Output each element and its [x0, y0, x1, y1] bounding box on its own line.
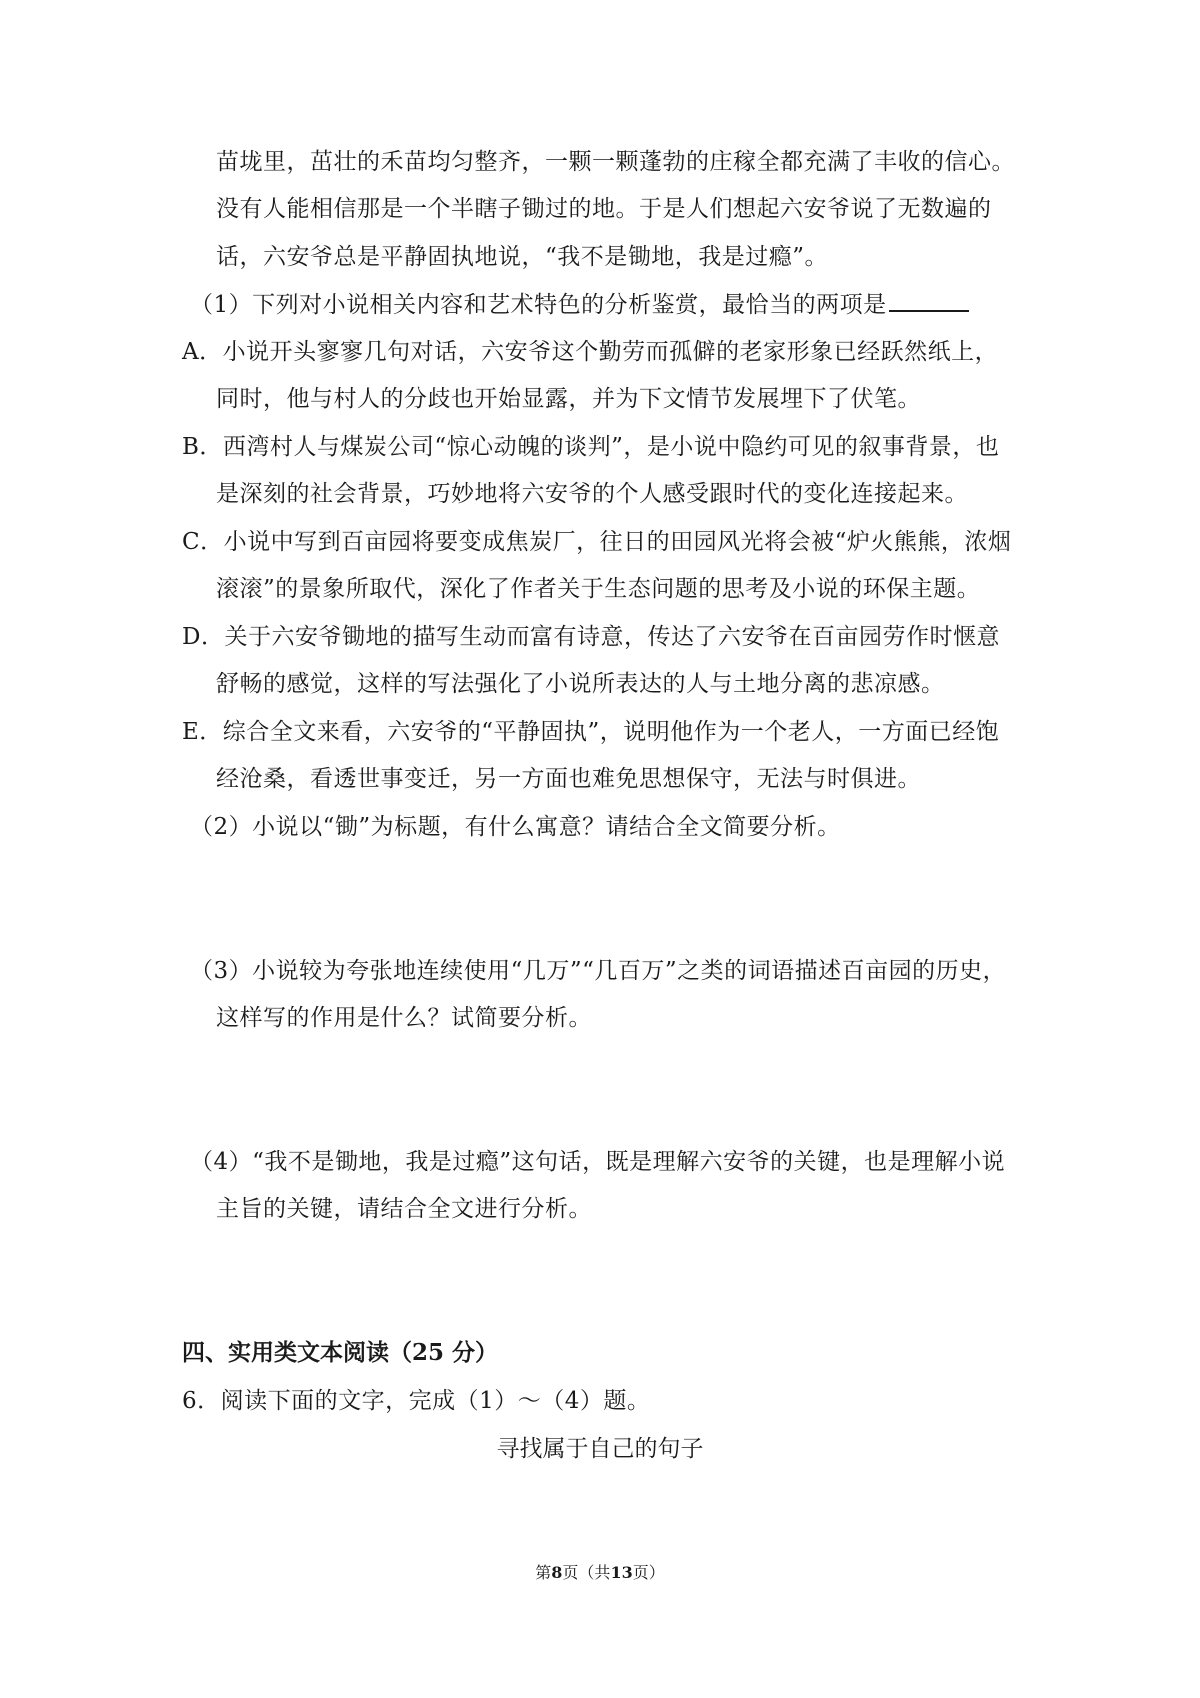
- question-6-stem: 6．阅读下面的文字，完成（1）～（4）题。: [182, 1388, 651, 1414]
- question-2: （2）小说以“锄”为标题，有什么寓意？请结合全文简要分析。: [190, 814, 841, 840]
- question-1-text: （1）下列对小说相关内容和艺术特色的分析鉴赏，最恰当的两项是: [190, 292, 887, 318]
- option-d-line-1: D．关于六安爷锄地的描写生动而富有诗意，传达了六安爷在百亩园劳作时惬意: [182, 624, 1000, 650]
- page-footer: [0, 1562, 1200, 1584]
- passage-line-2: 没有人能相信那是一个半瞎子锄过的地。于是人们想起六安爷说了无数遍的: [216, 196, 992, 222]
- question-4-line-2: 主旨的关键，请结合全文进行分析。: [216, 1196, 592, 1222]
- option-b-line-1: B．西湾村人与煤炭公司“惊心动魄的谈判”，是小说中隐约可见的叙事背景，也: [182, 434, 1000, 460]
- option-e-line-2: 经沧桑，看透世事变迁，另一方面也难免思想保守，无法与时俱进。: [216, 766, 921, 792]
- footer-suffix: 页）: [632, 1563, 665, 1582]
- question-3-line-2: 这样写的作用是什么？试简要分析。: [216, 1005, 592, 1031]
- option-d-line-2: 舒畅的感觉，这样的写法强化了小说所表达的人与土地分离的悲凉感。: [216, 671, 945, 697]
- option-b-line-2: 是深刻的社会背景，巧妙地将六安爷的个人感受跟时代的变化连接起来。: [216, 481, 968, 507]
- option-a-line-2: 同时，他与村人的分歧也开始显露，并为下文情节发展埋下了伏笔。: [216, 386, 921, 412]
- option-e-line-1: E．综合全文来看，六安爷的“平静固执”，说明他作为一个老人，一方面已经饱: [182, 719, 1000, 745]
- question-1-stem: [190, 288, 969, 321]
- option-c-line-1: C．小说中写到百亩园将要变成焦炭厂，往日的田园风光将会被“炉火熊熊，浓烟: [182, 529, 1012, 555]
- question-4-line-1: （4）“我不是锄地，我是过瘾”这句话，既是理解六安爷的关键，也是理解小说: [190, 1149, 1006, 1175]
- answer-blank[interactable]: [889, 288, 969, 312]
- footer-page-number: 8: [551, 1563, 563, 1582]
- option-a-line-1: A．小说开头寥寥几句对话，六安爷这个勤劳而孤僻的老家形象已经跃然纸上，: [182, 339, 999, 365]
- passage-line-3: 话，六安爷总是平静固执地说，“我不是锄地，我是过瘾”。: [216, 244, 829, 270]
- section-4-title: 四、实用类文本阅读（25 分）: [182, 1339, 499, 1366]
- passage-line-1: 苗垅里，茁壮的禾苗均匀整齐，一颗一颗蓬勃的庄稼全都充满了丰收的信心。: [216, 149, 1015, 175]
- footer-total-pages: 13: [610, 1563, 633, 1582]
- footer-prefix: 第: [535, 1563, 552, 1582]
- footer-middle: 页（共: [562, 1563, 611, 1582]
- question-3-line-1: （3）小说较为夸张地连续使用“几万”“几百万”之类的词语描述百亩园的历史，: [190, 958, 1007, 984]
- article-title: 寻找属于自己的句子: [496, 1436, 704, 1462]
- option-c-line-2: 滚滚”的景象所取代，深化了作者关于生态问题的思考及小说的环保主题。: [216, 576, 981, 602]
